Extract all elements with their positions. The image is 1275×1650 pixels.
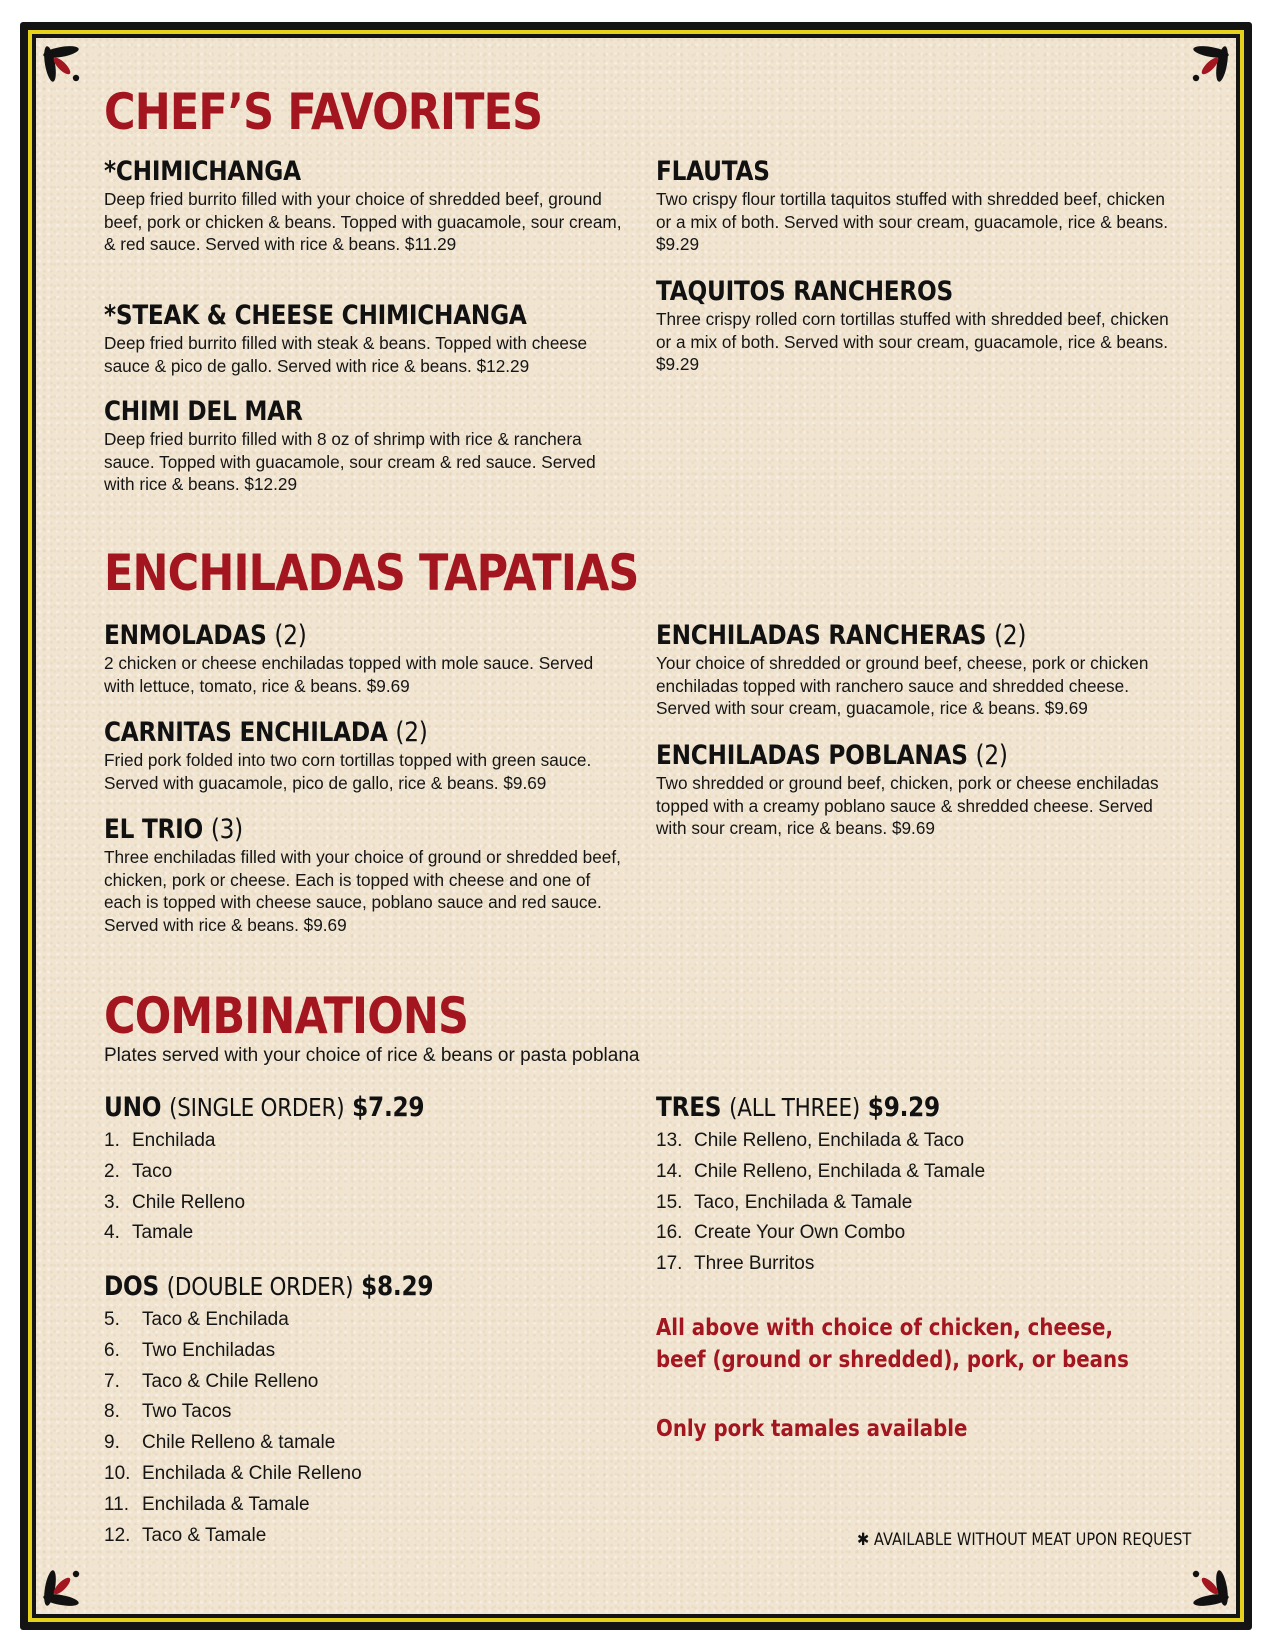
combo-item [656,1188,985,1219]
combo-item-number: 16. [656,1222,683,1244]
item-description: 2 chicken or cheese enchiladas topped with mole sauce. Served with lettuce, tomato, rice & beans. $9.69 [104,653,594,696]
combo-label: TRES [656,1092,722,1123]
combo-item-number: 14. [656,1160,683,1182]
combo-item [104,1428,362,1459]
combo-item-label: Two Enchiladas [142,1339,276,1361]
combo-heading-tres [656,1094,940,1121]
item-name: ENMOLADAS [104,620,267,651]
combo-item-label: Taco & Chile Relleno [142,1370,319,1392]
combinations-subtitle: Plates served with your choice of rice & beans or pasta poblana [104,1045,640,1066]
combo-item-number: 9. [104,1432,120,1454]
combo-list-uno [104,1126,245,1249]
combo-item-number: 11. [104,1493,130,1515]
corner-ornament-icon [1174,40,1234,100]
combo-item [104,1157,245,1188]
combo-item-label: Chile Relleno, Enchilada & Tamale [694,1160,986,1182]
combo-item [104,1218,245,1249]
item-name: CARNITAS ENCHILADA [104,717,388,748]
combo-item-label: Taco & Tamale [142,1524,267,1546]
combo-price: $7.29 [352,1092,425,1123]
combo-item-label: Enchilada & Chile Relleno [142,1462,362,1484]
item-name: FLAUTAS [656,156,770,187]
combo-item [104,1397,362,1428]
item-quantity: (3) [210,814,243,845]
combo-item-label: Chile Relleno [132,1191,246,1213]
combo-note: (ALL THREE) [729,1093,860,1122]
menu-item [104,398,624,496]
combo-item-number: 6. [104,1339,120,1361]
footnote: ✱ AVAILABLE WITHOUT MEAT UPON REQUEST [857,1530,1192,1550]
combo-item-number: 8. [104,1401,120,1423]
item-name: ENCHILADAS RANCHERAS [656,620,987,651]
combo-item-label: Create Your Own Combo [694,1222,906,1244]
item-name-row [656,622,1103,649]
item-description: Two crispy flour tortilla taquitos stuffed with shredded beef, chicken or a mix of both. Served with sour cream, guacamole, rice & beans. $9.29 [656,189,1169,254]
item-name: EL TRIO [104,814,204,845]
combo-item-number: 7. [104,1370,120,1392]
section-title-enchiladas: ENCHILADAS TAPATIAS [104,544,639,602]
combo-item-label: Two Tacos [142,1401,232,1423]
combo-item [656,1249,985,1280]
corner-ornament-icon [38,40,98,100]
combo-item-label: Chile Relleno & tamale [142,1432,336,1454]
item-name: *STEAK & CHEESE CHIMICHANGA [104,300,527,331]
menu-item [104,158,624,256]
combo-price: $8.29 [361,1271,434,1302]
combo-item-number: 12. [104,1524,131,1546]
combo-item [104,1336,362,1367]
combo-item-number: 2. [104,1160,120,1182]
combo-item-label: Enchilada [132,1130,216,1151]
item-description: Deep fried burrito filled with steak & beans. Topped with cheese sauce & pico de gallo. Served with rice & beans. $12.29 [104,333,588,376]
combo-list-dos [104,1305,362,1551]
item-description: Fried pork folded into two corn tortillas topped with green sauce. Served with guacamole, pico de gallo, rice & beans. $9.69 [104,750,592,793]
menu-item [656,742,1176,840]
combo-item-label: Three Burritos [694,1253,815,1275]
combo-item [104,1521,362,1552]
combo-price: $9.29 [867,1092,940,1123]
combo-item-label: Chile Relleno, Enchilada & Taco [694,1130,965,1151]
combo-label: UNO [104,1092,162,1123]
combo-note: (DOUBLE ORDER) [166,1272,354,1301]
tamales-note: Only pork tamales available [656,1416,968,1442]
section-title-chefs-favorites: CHEF’S FAVORITES [104,83,543,141]
combo-item-label: Enchilada & Tamale [142,1493,310,1515]
combo-item-number: 1. [104,1130,120,1151]
combo-item-label: Tamale [132,1222,194,1244]
corner-ornament-icon [1174,1552,1234,1612]
combo-item-number: 3. [104,1191,120,1213]
combo-note: (SINGLE ORDER) [169,1093,345,1122]
item-name-row [104,816,551,843]
combo-item-number: 17. [656,1253,683,1275]
combo-item-label: Taco & Enchilada [142,1309,289,1330]
item-description: Deep fried burrito filled with 8 oz of shrimp with rice & ranchera sauce. Topped with guacamole, sour cream & red sauce. Served with rice & beans. $12.29 [104,429,596,494]
section-title-combinations: COMBINATIONS [104,987,469,1045]
item-name: CHIMI DEL MAR [104,396,303,427]
menu-item [656,278,1176,376]
combo-item-number: 13. [656,1130,683,1151]
choice-note-line-2: beef (ground or shredded), pork, or beans [656,1347,1129,1373]
item-quantity: (2) [395,717,428,748]
corner-ornament-icon [38,1552,98,1612]
combo-list-tres [656,1126,985,1280]
menu-item [104,816,624,936]
combo-item [104,1305,362,1336]
combo-item [104,1367,362,1398]
menu-item [104,719,624,794]
combo-item-label: Taco [132,1160,173,1182]
combo-item [104,1490,362,1521]
item-name-row [656,742,1103,769]
item-description: Two shredded or ground beef, chicken, pork or cheese enchiladas topped with a creamy poblano sauce & shredded cheese. Served with sour cream, rice & beans. $9.69 [656,773,1159,838]
item-name: ENCHILADAS POBLANAS [656,740,968,771]
combo-label: DOS [104,1271,159,1302]
combo-item-number: 5. [104,1309,120,1330]
item-quantity: (2) [274,620,307,651]
combo-heading-dos [104,1273,433,1300]
menu-item [656,158,1176,256]
combo-item [656,1157,985,1188]
combo-item [104,1459,362,1490]
combo-item-number: 10. [104,1462,131,1484]
menu-item [656,622,1176,720]
combo-item [104,1126,245,1157]
item-quantity: (2) [975,740,1008,771]
menu-item [104,622,624,697]
combo-item [104,1188,245,1219]
item-name-row [104,622,551,649]
combo-item [656,1218,985,1249]
combo-item-number: 15. [656,1191,683,1213]
item-description: Three enchiladas filled with your choice of ground or shredded beef, chicken, pork or cheese. Each is topped with cheese and one of each is topped with cheese sauce, poblano sauce and red sauce. Served with rice & beans. $9.69 [104,847,621,935]
combo-item-number: 4. [104,1222,120,1244]
combo-item [656,1126,985,1157]
item-description: Three crispy rolled corn tortillas stuffed with shredded beef, chicken or a mix of both. Served with sour cream, guacamole, rice & beans. $9.29 [656,309,1169,374]
combo-item-label: Taco, Enchilada & Tamale [694,1191,913,1213]
item-name-row [104,719,551,746]
choice-note-line-1: All above with choice of chicken, cheese, [656,1315,1113,1341]
item-name: TAQUITOS RANCHEROS [656,276,953,307]
combo-heading-uno [104,1094,424,1121]
item-description: Your choice of shredded or ground beef, cheese, pork or chicken enchiladas topped with ranchero sauce and shredded cheese. Served with sour cream, guacamole, rice & beans. $9.69 [656,653,1149,718]
item-name: *CHIMICHANGA [104,156,301,187]
menu-item [104,302,624,377]
item-quantity: (2) [994,620,1027,651]
item-description: Deep fried burrito filled with your choice of shredded beef, ground beef, pork or chicken & beans. Topped with guacamole, sour cream, & red sauce. Served with rice & beans. $11.29 [104,189,622,254]
